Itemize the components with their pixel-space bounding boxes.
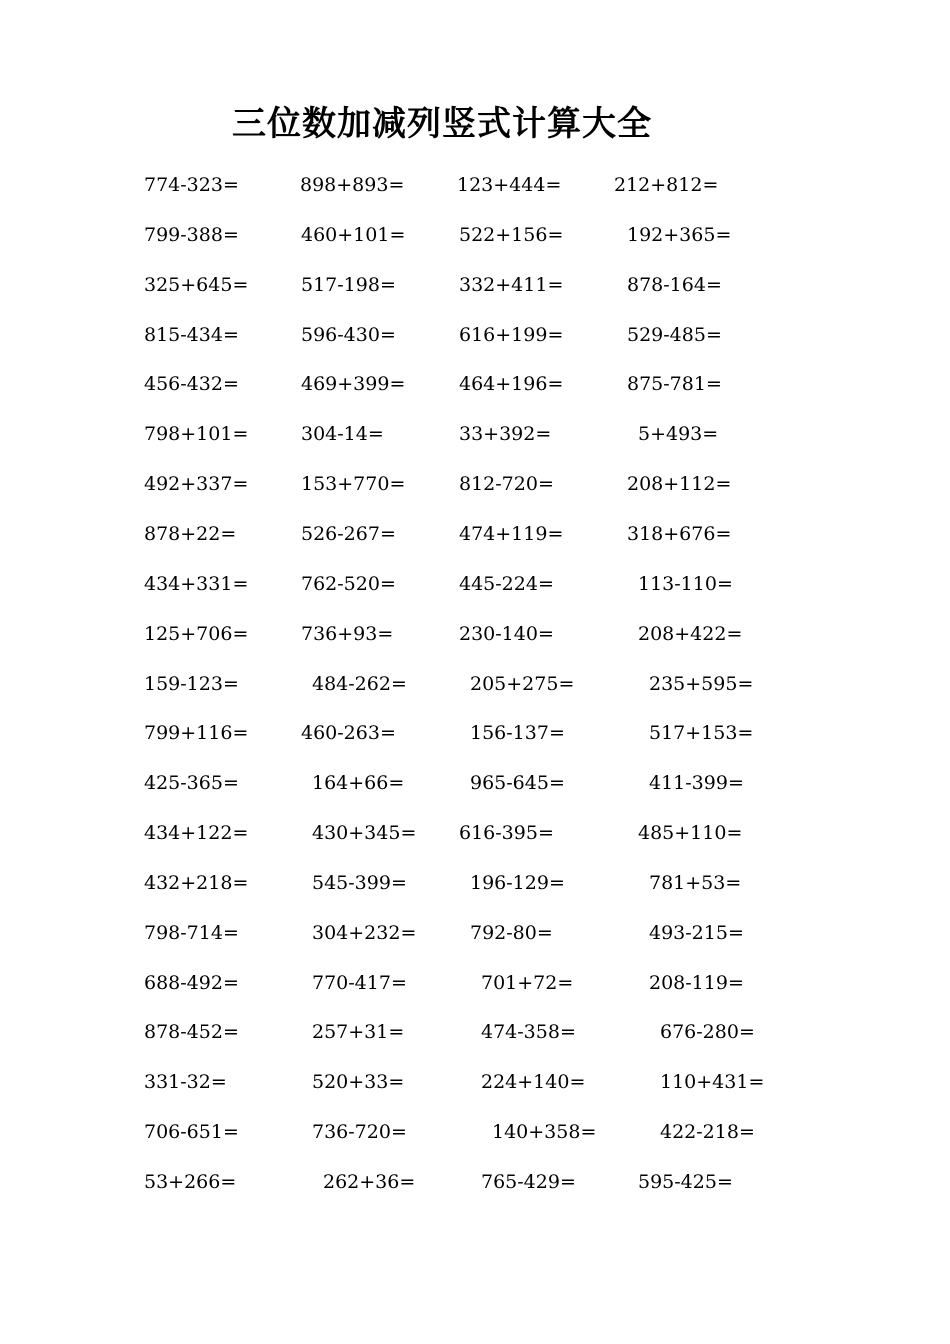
problem-r9-c1: 434+331=	[144, 573, 249, 595]
problem-r8-c1: 878+22=	[144, 523, 237, 545]
problem-r18-c4: 676-280=	[660, 1021, 755, 1043]
problem-r13-c1: 425-365=	[144, 772, 239, 794]
problem-r18-c3: 474-358=	[481, 1021, 576, 1043]
problem-r16-c3: 792-80=	[470, 922, 553, 944]
problem-r20-c2: 736-720=	[312, 1121, 407, 1143]
problem-r11-c1: 159-123=	[144, 673, 239, 695]
problem-r15-c4: 781+53=	[649, 872, 742, 894]
problem-r20-c3: 140+358=	[492, 1121, 597, 1143]
problem-r10-c2: 736+93=	[301, 623, 394, 645]
problem-r16-c1: 798-714=	[144, 922, 239, 944]
problem-r3-c2: 517-198=	[301, 274, 396, 296]
problem-r18-c1: 878-452=	[144, 1021, 239, 1043]
problem-r8-c2: 526-267=	[301, 523, 396, 545]
problem-r8-c3: 474+119=	[459, 523, 564, 545]
problem-r12-c1: 799+116=	[144, 722, 249, 744]
problem-r4-c4: 529-485=	[627, 324, 722, 346]
problem-r6-c1: 798+101=	[144, 423, 249, 445]
problem-r7-c3: 812-720=	[459, 473, 554, 495]
problem-r19-c4: 110+431=	[660, 1071, 765, 1093]
problem-r1-c4: 212+812=	[614, 174, 719, 196]
problem-r13-c4: 411-399=	[649, 772, 744, 794]
problem-r2-c1: 799-388=	[144, 224, 239, 246]
problem-r4-c2: 596-430=	[301, 324, 396, 346]
problem-r12-c4: 517+153=	[649, 722, 754, 744]
problem-r1-c3: 123+444=	[457, 174, 562, 196]
problem-r1-c2: 898+893=	[300, 174, 405, 196]
page-title: 三位数加减列竖式计算大全	[232, 104, 652, 144]
problem-r10-c4: 208+422=	[638, 623, 743, 645]
problem-r14-c4: 485+110=	[638, 822, 743, 844]
problem-r21-c1: 53+266=	[144, 1171, 237, 1193]
problem-r12-c3: 156-137=	[470, 722, 565, 744]
problem-r17-c3: 701+72=	[481, 972, 574, 994]
problem-r2-c4: 192+365=	[627, 224, 732, 246]
problem-r5-c4: 875-781=	[627, 373, 722, 395]
problem-r10-c1: 125+706=	[144, 623, 249, 645]
problem-r16-c4: 493-215=	[649, 922, 744, 944]
problem-r20-c4: 422-218=	[660, 1121, 755, 1143]
problem-r14-c3: 616-395=	[459, 822, 554, 844]
problem-r3-c3: 332+411=	[459, 274, 564, 296]
problem-r21-c2: 262+36=	[323, 1171, 416, 1193]
problem-r2-c3: 522+156=	[459, 224, 564, 246]
problem-r11-c4: 235+595=	[649, 673, 754, 695]
problem-r19-c3: 224+140=	[481, 1071, 586, 1093]
problem-r5-c3: 464+196=	[459, 373, 564, 395]
problem-r9-c2: 762-520=	[301, 573, 396, 595]
problem-r11-c2: 484-262=	[312, 673, 407, 695]
problem-r10-c3: 230-140=	[459, 623, 554, 645]
problem-r16-c2: 304+232=	[312, 922, 417, 944]
problem-r20-c1: 706-651=	[144, 1121, 239, 1143]
problem-r17-c4: 208-119=	[649, 972, 744, 994]
problem-r6-c3: 33+392=	[459, 423, 552, 445]
problem-r4-c1: 815-434=	[144, 324, 239, 346]
problem-r8-c4: 318+676=	[627, 523, 732, 545]
problem-r14-c1: 434+122=	[144, 822, 249, 844]
problem-r21-c3: 765-429=	[481, 1171, 576, 1193]
problem-r6-c2: 304-14=	[301, 423, 384, 445]
problem-r15-c3: 196-129=	[470, 872, 565, 894]
problem-r4-c3: 616+199=	[459, 324, 564, 346]
problem-r2-c2: 460+101=	[301, 224, 406, 246]
problem-r14-c2: 430+345=	[312, 822, 417, 844]
problem-r21-c4: 595-425=	[638, 1171, 733, 1193]
problem-r13-c2: 164+66=	[312, 772, 405, 794]
problem-r17-c2: 770-417=	[312, 972, 407, 994]
problem-r15-c1: 432+218=	[144, 872, 249, 894]
problem-r12-c2: 460-263=	[301, 722, 396, 744]
problem-r7-c2: 153+770=	[301, 473, 406, 495]
problem-r3-c1: 325+645=	[144, 274, 249, 296]
problem-r15-c2: 545-399=	[312, 872, 407, 894]
problem-r19-c1: 331-32=	[144, 1071, 227, 1093]
problem-r3-c4: 878-164=	[627, 274, 722, 296]
problem-r7-c1: 492+337=	[144, 473, 249, 495]
problem-r11-c3: 205+275=	[470, 673, 575, 695]
problem-r9-c3: 445-224=	[459, 573, 554, 595]
problem-r5-c1: 456-432=	[144, 373, 239, 395]
problem-r19-c2: 520+33=	[312, 1071, 405, 1093]
problem-r17-c1: 688-492=	[144, 972, 239, 994]
problem-r1-c1: 774-323=	[144, 174, 239, 196]
problem-r13-c3: 965-645=	[470, 772, 565, 794]
problem-r5-c2: 469+399=	[301, 373, 406, 395]
problem-r7-c4: 208+112=	[627, 473, 732, 495]
problem-r18-c2: 257+31=	[312, 1021, 405, 1043]
problem-r9-c4: 113-110=	[638, 573, 733, 595]
problem-r6-c4: 5+493=	[638, 423, 719, 445]
